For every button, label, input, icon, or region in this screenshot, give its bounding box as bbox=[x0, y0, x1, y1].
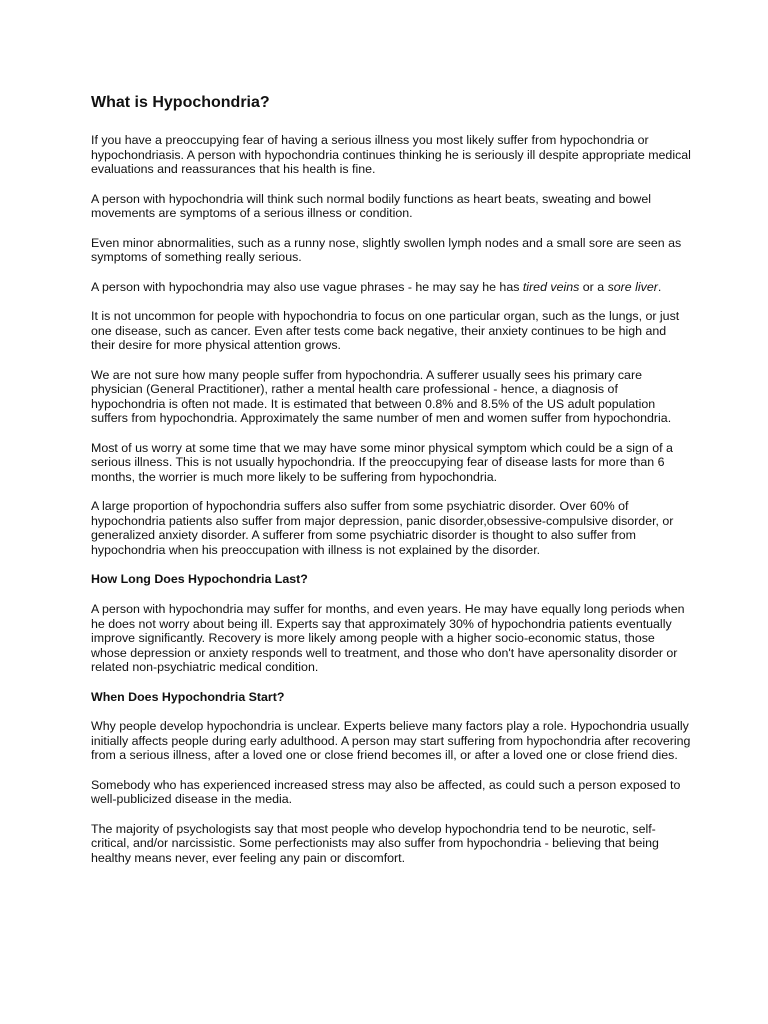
section-heading-onset: When Does Hypochondria Start? bbox=[91, 689, 285, 704]
section-heading-duration: How Long Does Hypochondria Last? bbox=[91, 572, 308, 587]
page-title: What is Hypochondria? bbox=[91, 94, 270, 111]
paragraph-stress: Somebody who has experienced increased stress may also be affected, as could such a person exposed to well-publicized disease in the media. bbox=[91, 777, 681, 807]
paragraph-minor-abnormalities: Even minor abnormalities, such as a runny nose, slightly swollen lymph nodes and a small sore are seen as symptoms of something really serious. bbox=[91, 235, 682, 265]
paragraph-organ-focus: It is not uncommon for people with hypochondria to focus on one particular organ, such as the lungs, or just one disease, such as cancer. Even after tests come back negative, their anxiety continues to be high and their desire for more physical attention grows. bbox=[91, 308, 680, 353]
paragraph-personality: The majority of psychologists say that most people who develop hypochondria tend to be neurotic, self-critical, and/or narcissistic. Some perfectionists may also suffer from hypochondria - believing that being healthy means never, ever feeling any pain or discomfort. bbox=[91, 821, 659, 865]
paragraph-worry: Most of us worry at some time that we may have some minor physical symptom which could be a sign of a serious illness. This is not usually hypochondria. If the preoccupying fear of disease lasts for more than 6 months, the worrier is much more likely to be suffering from hypochondria. bbox=[91, 440, 673, 484]
emphasis-tired-veins: tired veins bbox=[522, 279, 580, 294]
paragraph-psychiatric: A large proportion of hypochondria suffers also suffer from some psychiatric disorder. Over 60% of hypochondria patients also suffer from major depression, panic disorder,obsessive-compulsive disorder, or generalized anxiety disorder. A sufferer from some psychiatric disorder is thought to also suffer from hypochondria when his preoccupation with illness is not explained by the disorder. bbox=[91, 499, 674, 558]
paragraph-bodily-functions: A person with hypochondria will think such normal bodily functions as heart beats, sweating and bowel movements are symptoms of a serious illness or condition. bbox=[91, 191, 651, 221]
emphasis-sore-liver: sore liver bbox=[607, 279, 658, 294]
paragraph-prevalence: We are not sure how many people suffer from hypochondria. A sufferer usually sees his primary care physician (General Practitioner), rather a mental health care professional - hence, a diagnosis of hypochondria is often not made. It is estimated that between 0.8% and 8.5% of the US adult population suffers from hypochondria. Approximately the same number of men and women suffer from hypochondria. bbox=[91, 367, 672, 426]
text-segment: . bbox=[657, 279, 662, 294]
paragraph-onset: Why people develop hypochondria is unclear. Experts believe many factors play a role. Hypochondria usually initially affects people during early adulthood. A person may start suffering from hypochondria after recovering from a serious illness, after a loved one or close friend becomes ill, or after a loved one or close friend dies. bbox=[91, 719, 691, 763]
paragraph-definition: If you have a preoccupying fear of having a serious illness you most likely suffer from hypochondria or hypochondriasis. A person with hypochondria continues thinking he is seriously ill despite appropriate medical evaluations and reassurances that his health is fine. bbox=[91, 133, 691, 177]
text-segment: or a bbox=[579, 279, 608, 294]
document-page bbox=[91, 93, 691, 880]
paragraph-duration: A person with hypochondria may suffer for months, and even years. He may have equally long periods when he does not worry about being ill. Experts say that approximately 30% of hypochondria patients eventually improve significantly. Recovery is more likely among people with a higher socio-economic status, those whose depression or anxiety responds well to treatment, and those who don't have apersonality disorder or related non-psychiatric medical condition. bbox=[91, 601, 685, 675]
paragraph-vague-phrases bbox=[91, 280, 691, 295]
text-segment: A person with hypochondria may also use vague phrases - he may say he has bbox=[91, 279, 523, 294]
